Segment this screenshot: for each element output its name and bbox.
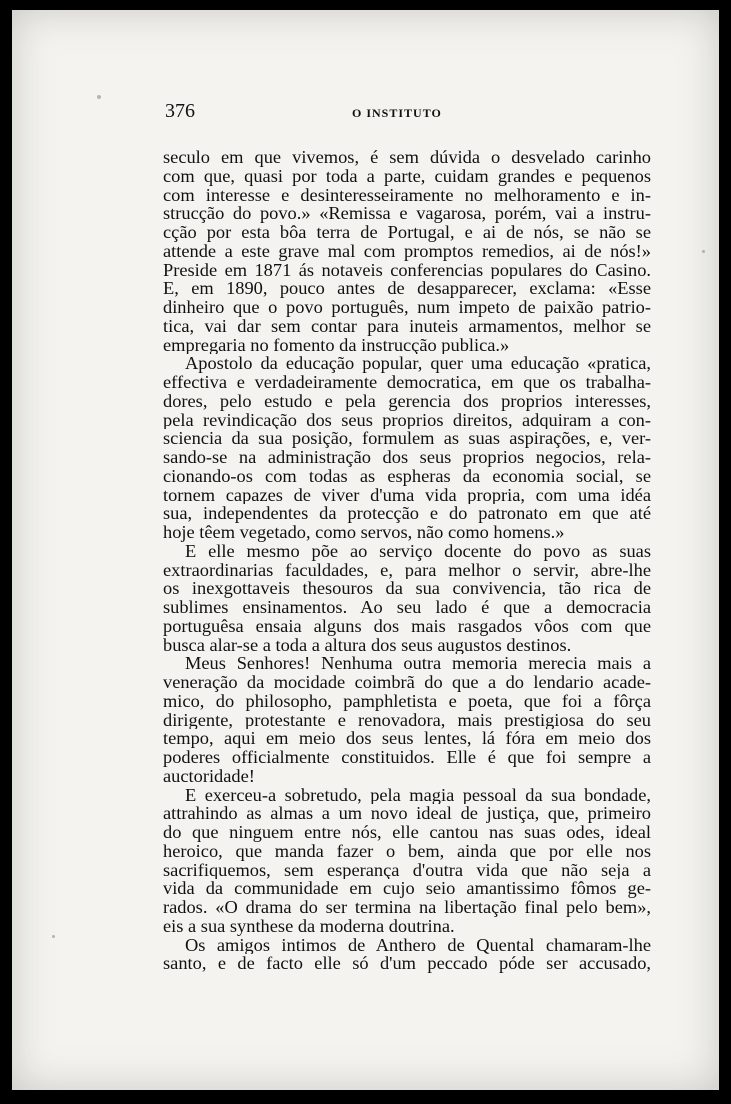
text-line: vida da communidade em cujo seio amantissimo fômos ge-: [163, 879, 651, 898]
text-line: auctoridade!: [163, 766, 255, 786]
text-line: do que ninguem entre nós, elle cantou nas suas odes, ideal: [163, 823, 651, 842]
text-line: attrahindo as almas a um novo ideal de justiça, que, primeiro: [163, 804, 651, 823]
text-line: veneração da mocidade coimbrã do que a do lendario acade-: [163, 673, 651, 692]
text-line: cção por esta bôa terra de Portugal, e ai de nós, se não se: [163, 223, 651, 242]
text-line: sciencia da sua posição, formulem as suas aspirações, e, ver-: [163, 429, 651, 448]
text-line: com interesse e desinteresseiramente no melhoramento e in-: [163, 185, 651, 205]
text-line: cionando-os com todas as espheras da economia social, se: [163, 466, 651, 486]
text-line: dirigente, protestante e renovadora, mais prestigiosa do seu: [163, 710, 651, 730]
text-line: extraordinarias faculdades, e, para melhor o servir, abre-lhe: [163, 560, 651, 580]
text-line: Os amigos intimos de Anthero de Quental chamaram-lhe: [185, 935, 651, 955]
text-line: tornem capazes de viver d'uma vida propria, com uma idéa: [163, 485, 651, 505]
text-line: sua, independentes da protecção e do patronato em que até: [163, 504, 651, 523]
text-line: sublimes ensinamentos. Ao seu lado é que a democracia: [163, 598, 651, 617]
text-line: hoje têem vegetado, como servos, não como homens.»: [163, 523, 565, 542]
page-header: [165, 100, 638, 130]
text-line: santo, e de facto elle só d'um peccado póde ser accusado,: [163, 954, 651, 973]
text-line: seculo em que vivemos, é sem dúvida o desvelado carinho: [163, 148, 651, 167]
text-line: busca alar-se a toda a altura dos seus augustos destinos.: [163, 635, 572, 655]
text-line: strucção do povo.» «Remissa e vagarosa, porém, vai a instru-: [163, 204, 651, 223]
paper-speck: [97, 95, 101, 99]
text-line: mico, do philosopho, pamphletista e poeta, que foi a fôrça: [163, 691, 651, 711]
text-line: com que, quasi por toda a parte, cuidam grandes e pequenos: [163, 166, 651, 186]
text-line: pela revindicação dos seus proprios direitos, adquiram a con-: [163, 410, 651, 430]
text-line: os inexgottaveis thesouros da sua convivencia, tão rica de: [163, 579, 651, 598]
text-line: tica, vai dar sem contar para inuteis armamentos, melhor se: [163, 316, 651, 336]
text-line: poderes officialmente constituidos. Elle é que foi sempre a: [163, 748, 651, 767]
text-line: dores, pelo estudo e pela gerencia dos proprios interesses,: [163, 391, 651, 411]
text-line: dinheiro que o povo português, num impeto de paixão patrio-: [163, 298, 651, 317]
text-line: E exerceu-a sobretudo, pela magia pessoal da sua bondade,: [185, 785, 651, 805]
text-line: effectiva e verdadeiramente democratica, em que os trabalha-: [163, 373, 651, 392]
page-number: 376: [165, 100, 195, 122]
text-line: tempo, aqui em meio dos seus lentes, lá fóra em meio dos: [163, 729, 651, 748]
text-line: rados. «O drama do ser termina na libertação final pelo bem»,: [163, 898, 651, 917]
text-line: Apostolo da educação popular, quer uma educação «pratica,: [185, 354, 651, 373]
book-page: [12, 10, 719, 1090]
text-line: Meus Senhores! Nenhuma outra memoria merecia mais a: [185, 654, 651, 673]
text-line: heroico, que manda fazer o bem, ainda que por elle nos: [163, 841, 651, 861]
paper-speck: [52, 935, 55, 938]
text-line: portuguêsa ensaia alguns dos mais rasgados vôos com que: [163, 616, 651, 636]
text-line: empregaria no fomento da instrucção publica.»: [163, 335, 510, 355]
text-line: E, em 1890, pouco antes de desapparecer, exclama: «Esse: [163, 279, 651, 298]
text-line: sando-se na administração dos seus proprios negocios, rela-: [163, 448, 651, 467]
paper-speck: [702, 250, 705, 253]
text-line: attende a este grave mal com promptos remedios, ai de nós!»: [163, 241, 651, 261]
text-line: eis a sua synthese da moderna doutrina.: [163, 916, 455, 936]
text-line: E elle mesmo põe ao serviço docente do povo as suas: [185, 541, 651, 561]
text-line: sacrifiquemos, sem esperança d'outra vida que não seja a: [163, 860, 651, 880]
running-title: O INSTITUTO: [352, 106, 442, 120]
body-text: [163, 148, 651, 973]
text-line: Preside em 1871 ás notaveis conferencias populares do Casino.: [163, 260, 651, 280]
